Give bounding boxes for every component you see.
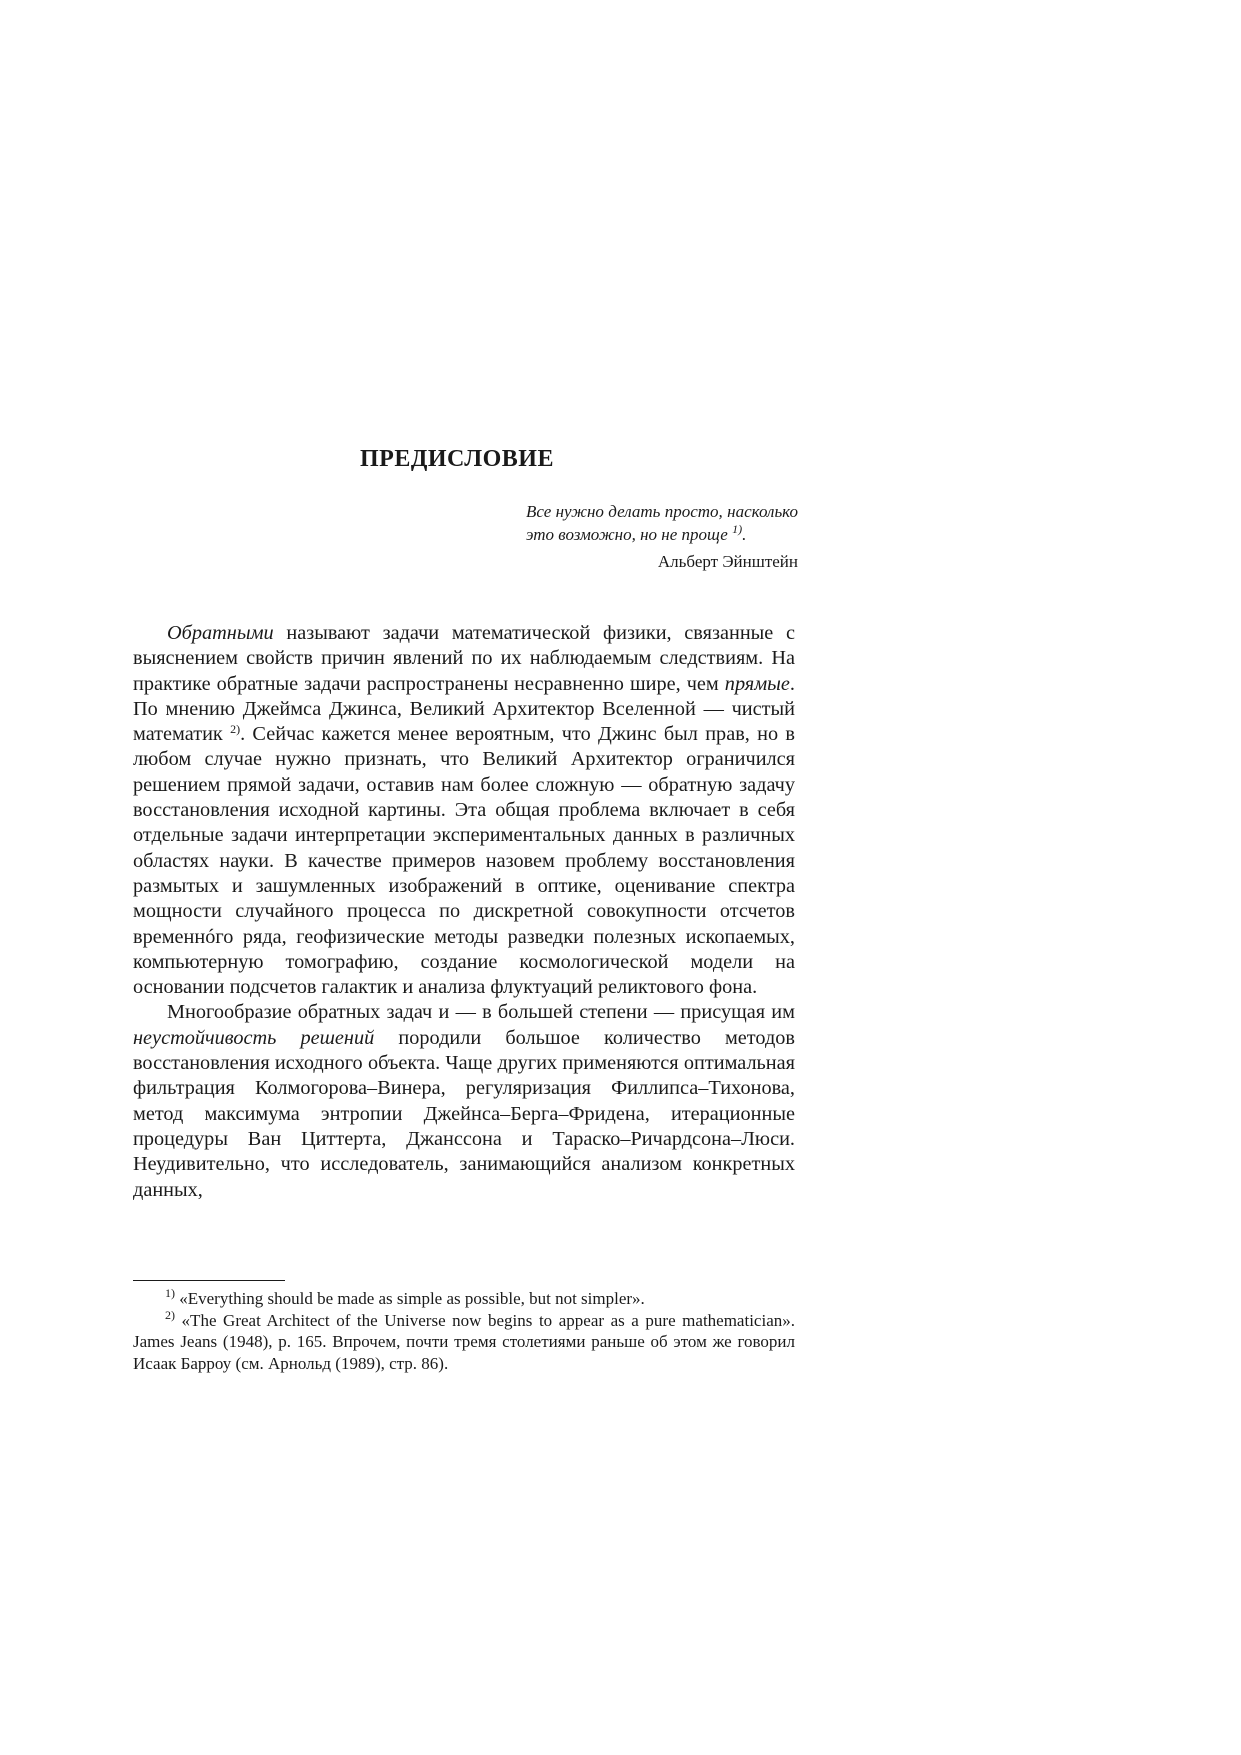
footnotes: [133, 1285, 795, 1374]
paragraph-2: [133, 1000, 795, 1202]
paragraph-text: называют задачи математической физики, связанные с выяснением свойств причин явлений по их наблюдаемым следствиям. На практике обратные задачи распространены несравненно шире, чем: [133, 622, 795, 695]
paragraph-text: Многообразие обратных задач и — в большей степени — присущая им: [167, 1001, 795, 1024]
epigraph-quote-end: .: [742, 525, 747, 544]
epigraph-quote: [526, 500, 798, 546]
epigraph-quote-text: Все нужно делать просто, насколько это возможно, но не проще: [526, 502, 798, 544]
footnote-2-mark: 2): [165, 1307, 175, 1322]
epigraph-author: Альберт Эйнштейн: [657, 552, 798, 571]
page-title: ПРЕДИСЛОВИЕ: [360, 446, 554, 472]
footnote-1-text: «Everything should be made as simple as possible, but not simpler».: [175, 1289, 645, 1308]
paragraph-text: породили большое количество методов восстановления исходного объекта. Чаще других применяются оптимальная фильтрация Колмогорова–Винера, регуляризация Филлипса–Тихонова, метод максимума энтропии Джейнса–Берга–Фридена, итерационные процедуры Ван Циттерта, Джанссона и Тараско–Ричардсона–Люси. Неудивительно, что исследователь, занимающийся анализом конкретных данных,: [133, 1026, 795, 1201]
emphasized-term: прямые: [724, 672, 790, 695]
footnote-1: [133, 1285, 795, 1310]
footnote-2-text: «The Great Architect of the Universe now begins to appear as a pure mathematician». James Jeans (1948), p. 165. Впрочем, почти тремя столетиями раньше об этом же говорил Исаак Барроу (см. Арнольд (1989), стр. 86).: [133, 1310, 795, 1373]
emphasized-term: неустойчивость решений: [133, 1026, 375, 1049]
body-text: [133, 621, 795, 1203]
footnote-1-mark: 1): [165, 1285, 175, 1300]
emphasized-term: Обратными: [167, 622, 274, 644]
footnote-2: [133, 1307, 795, 1375]
paragraph-text: . По мнению Джеймса Джинса, Великий Архитектор Вселенной — чистый математик: [133, 672, 795, 746]
epigraph: [526, 500, 798, 573]
footnote-ref-1: 1): [732, 521, 743, 536]
footnote-ref: 2): [230, 722, 241, 736]
footnote-rule: [133, 1280, 285, 1281]
paragraph-text: . Сейчас кажется менее вероятным, что Джинс был прав, но в любом случае нужно признать, что Великий Архитектор ограничился решением прямой задачи, оставив нам более сложную — обратную задачу восстановления исходной картины. Эта общая проблема включает в себя отдельные задачи интерпретации экспериментальных данных в различных областях науки. В качестве примеров назовем проблему восстановления размытых и зашумленных изображений в оптике, оценивание спектра мощности случайного процесса по дискретной совокупности отсчетов временнóго ряда, геофизические методы разведки полезных ископаемых, компьютерную томографию, создание космологической модели на основании подсчетов галактик и анализа флуктуаций реликтового фона.: [133, 723, 795, 999]
paragraph-1: [133, 621, 795, 1000]
